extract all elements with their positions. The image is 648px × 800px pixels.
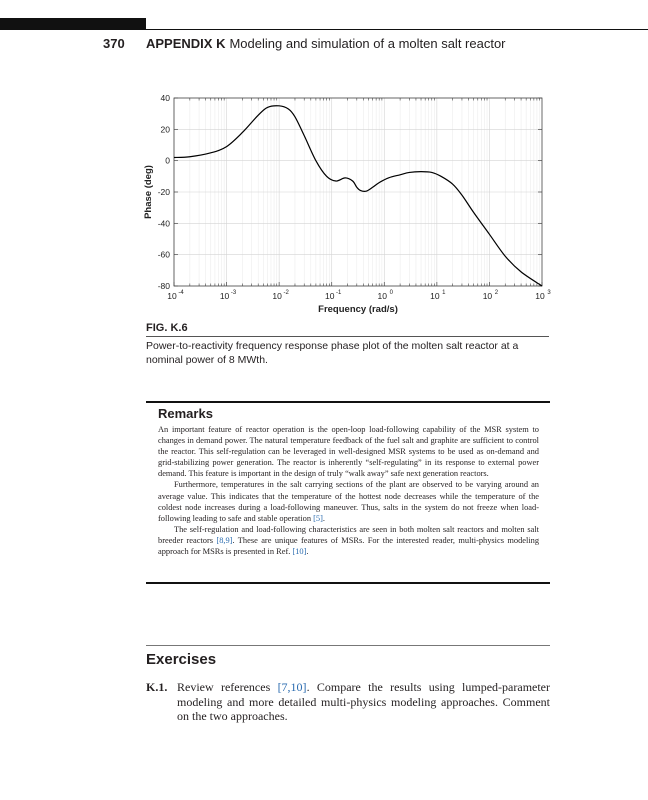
x-tick-label-exponent: 1 (442, 290, 446, 296)
remarks-title: Remarks (158, 406, 213, 421)
phase-plot (140, 90, 560, 320)
x-tick-label: 10 (377, 291, 388, 301)
y-tick-label: -60 (157, 249, 170, 260)
x-tick-label-exponent: 3 (547, 290, 551, 296)
x-tick-label-exponent: -2 (283, 290, 289, 296)
exercises-title: Exercises (146, 651, 217, 668)
figure-label: FIG. K.6 (146, 322, 188, 334)
remarks-paragraph-2-text: Furthermore, temperatures in the salt carrying sections of the plant are observed to be varying around an average value. This indicates that the temperature of the hottest node decreases while the temperature of the coldest node increases during a load-following maneuver. Thus, salts in the system do not freeze when load-following leading to safe and stable operation (158, 480, 539, 523)
x-tick-label: 10 (430, 291, 440, 301)
remarks-body (158, 424, 539, 557)
citation-link[interactable]: [5] (313, 513, 323, 523)
x-tick-label: 10 (324, 291, 335, 301)
x-tick-label-exponent: 2 (494, 290, 499, 296)
header-bar (0, 18, 146, 30)
x-tick-label-exponent: -4 (178, 290, 184, 296)
exercise-text-a: Review references (177, 680, 271, 694)
exercise-text (177, 680, 550, 724)
x-tick-label-exponent: -1 (336, 290, 342, 296)
remarks-bottom-rule (146, 582, 550, 584)
citation-link[interactable]: [10] (292, 547, 307, 557)
y-tick-label: -40 (157, 218, 170, 229)
x-tick-label: 10 (535, 291, 545, 301)
figure-caption: Power-to-reactivity frequency response phase plot of the molten salt reactor at a nominal power of 8 MWth. (146, 340, 519, 366)
exercise-number: K.1. (146, 680, 168, 694)
x-tick-label: 10 (482, 291, 493, 301)
x-tick-label-exponent: -3 (230, 290, 237, 296)
x-tick-label: 10 (167, 291, 177, 301)
y-tick-label: 40 (160, 93, 170, 103)
exercises-rule (146, 645, 550, 646)
y-tick-label: 0 (165, 155, 170, 166)
x-tick-label: 10 (272, 291, 282, 301)
x-tick-label-exponent: 0 (389, 290, 393, 296)
remarks-paragraph-1: An important feature of reactor operation is the open-loop load-following capability of the MSR system to changes in demand power. The natural temperature feedback of the fuel salt and graphite are sufficient to control the reactor. This self-regulation can be leveraged in well-designed MSR systems to be used as on-demand and grid-stabilizing power generation. The reactor is inherently “self-regulating” in its response to external power demand. This feature is important in the design of truly “walk away” safe next generation reactors. (158, 425, 539, 479)
running-head (146, 36, 506, 51)
x-axis-label: Frequency (rad/s) (318, 304, 398, 315)
citation-link[interactable]: [8,9] (216, 535, 233, 545)
chapter-title: Modeling and simulation of a molten salt reactor (229, 36, 506, 51)
caption-rule (146, 336, 549, 337)
exercise-text-b: . Compare the results using lumped-parameter modeling and more detailed multi-physics modeling approaches. Comment on the two approaches. (177, 680, 551, 723)
remarks-paragraph-2: Furthermore, temperatures in the salt carrying sections of the plant are observed to be varying around an average value. This indicates that the temperature of the hottest node decreases while the temperature of the coldest node increases during a load-following maneuver. Thus, salts in the system do not freeze when load-following leading to safe and stable operation [5]. (158, 480, 539, 523)
remarks-top-rule (146, 401, 550, 403)
exercise-item (146, 680, 550, 724)
remarks-paragraph-3: The self-regulation and load-following characteristics are seen in both molten salt reactors and molten salt breeder reactors [8,9]. These are unique features of MSRs. For the interested reader, multi-physics modeling approach for MSRs is presented in Ref. [10]. (158, 524, 540, 557)
header-rule (146, 29, 648, 30)
page-number: 370 (103, 36, 125, 51)
remarks-paragraph-3-text-a: The self-regulation and load-following characteristics are seen in both molten salt reactors and molten salt breeder reactors (158, 524, 539, 545)
remarks-paragraph-3-text-b: . These are unique features of MSRs. For the interested reader, multi-physics modeling approach for MSRs is presented in Ref. (158, 535, 540, 557)
y-tick-label: 20 (160, 124, 170, 135)
x-tick-label: 10 (219, 291, 230, 301)
y-tick-label: -20 (157, 187, 170, 197)
y-tick-label: -80 (157, 281, 170, 291)
y-axis-label: Phase (deg) (143, 165, 154, 219)
citation-link[interactable]: [7,10] (277, 680, 307, 694)
appendix-label: APPENDIX K (146, 36, 226, 51)
